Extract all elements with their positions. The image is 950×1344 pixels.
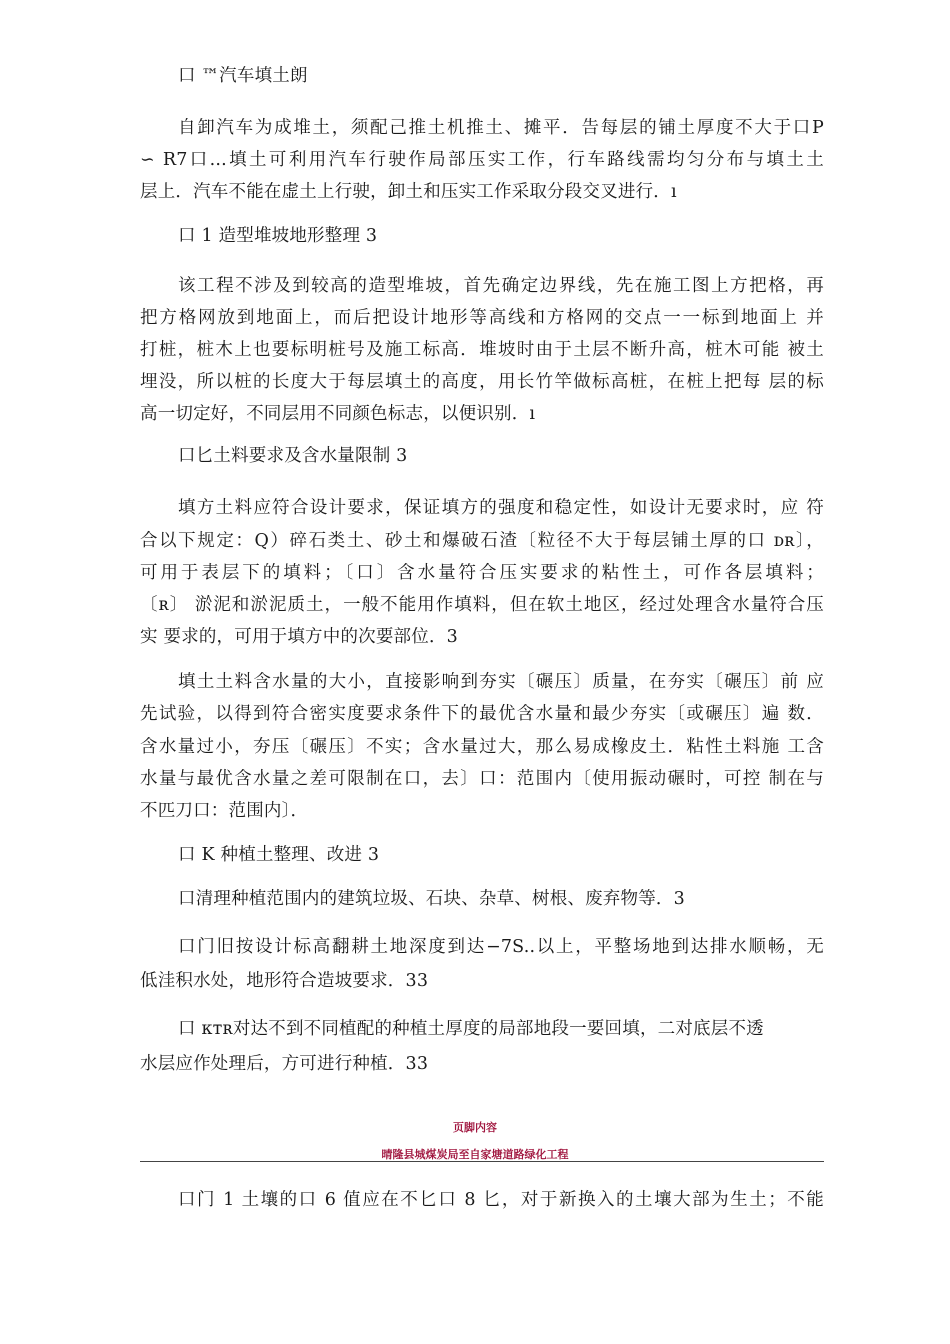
- paragraph-line: 高一切定好，不同层用不同颜色标志，以便识别．ı: [140, 404, 536, 424]
- paragraph-line: 合以下规定：Q）碎石类土、砂土和爆破石渣〔粒径不大于每层铺土厚的口 ᴅʀ〕，: [140, 531, 824, 551]
- paragraph-line: 填土土料含水量的大小，直接影响到夯实〔碾压〕质量，在夯实〔碾压〕前 应: [178, 672, 824, 692]
- next-page-line: 口门 1 土壤的口 6 值应在不匕口 8 匕，对于新换入的土壤大部为生土；不能: [178, 1190, 824, 1210]
- footer-divider: [140, 1161, 824, 1162]
- paragraph-line: 可用于表层下的填料；〔口〕含水量符合压实要求的粘性土，可作各层填料；: [140, 563, 824, 583]
- paragraph-line: 低洼积水处，地形符合造坡要求．33: [140, 971, 429, 991]
- paragraph-line: ∽ R7口...填土可利用汽车行驶作局部压实工作，行车路线需均匀分布与填土土: [140, 150, 824, 170]
- paragraph-line: 把方格网放到地面上，而后把设计地形等高线和方格网的交点一一标到地面上 并: [140, 308, 824, 328]
- paragraph-line: 含水量过小，夯压〔碾压〕不实；含水量过大，那么易成橡皮土．粘性土料施 工含: [140, 737, 824, 757]
- paragraph-line: 不匹刀口：范围内〕．: [140, 801, 309, 821]
- section-heading-planting-soil: 口 K 种植土整理、改进 3: [178, 845, 380, 865]
- footer-label: 页脚内容: [453, 1121, 497, 1134]
- paragraph-line: 打桩，桩木上也要标明桩号及施工标高．堆坡时由于土层不断升高，桩木可能 被土: [140, 340, 824, 360]
- paragraph-line: 埋没，所以桩的长度大于每层填土的高度，用长竹竿做标高桩，在桩上把每 层的标: [140, 372, 824, 392]
- paragraph-line: 实 要求的，可用于填方中的次要部位．3: [140, 627, 458, 647]
- list-item: 口清理种植范围内的建筑垃圾、石块、杂草、树根、废弃物等．3: [178, 889, 685, 909]
- list-item: 口 ᴋᴛʀ对达不到不同植配的种植土厚度的局部地段一要回填，二对底层不透: [178, 1019, 764, 1039]
- paragraph-line: 自卸汽车为成堆土，须配己推土机推土、摊平．告每层的铺土厚度不大于口P: [178, 118, 824, 138]
- paragraph-line: 水层应作处理后，方可进行种植．33: [140, 1054, 429, 1074]
- section-heading-terrain-shaping: 口 1 造型堆坡地形整理 3: [178, 226, 378, 246]
- list-item: 口门旧按设计标高翻耕土地深度到达−7S..以上，平整场地到达排水顺畅，无: [178, 937, 824, 957]
- section-heading-truck-fill: 口 ™汽车填土朗: [178, 66, 308, 86]
- section-heading-soil-requirements: 口匕土料要求及含水量限制 3: [178, 446, 408, 466]
- footer-project-title: 晴隆县城煤炭局至自家塘道路绿化工程: [381, 1148, 569, 1161]
- paragraph-line: 填方土料应符合设计要求，保证填方的强度和稳定性，如设计无要求时，应 符: [178, 498, 824, 518]
- paragraph-line: 该工程不涉及到较高的造型堆坡，首先确定边界线，先在施工图上方把格，再: [178, 276, 824, 296]
- paragraph-line: 先试验，以得到符合密实度要求条件下的最优含水量和最少夯实〔或碾压〕遍 数．: [140, 704, 824, 724]
- paragraph-line: 水量与最优含水量之差可限制在口，去〕口：范围内〔使用振动碾时，可控 制在与: [140, 769, 824, 789]
- paragraph-line: 层上．汽车不能在虚土上行驶，卸土和压实工作采取分段交叉进行．ı: [140, 182, 677, 202]
- paragraph-line: 〔ʀ〕 淤泥和淤泥质土，一般不能用作填料，但在软土地区，经过处理含水量符合压: [140, 595, 824, 615]
